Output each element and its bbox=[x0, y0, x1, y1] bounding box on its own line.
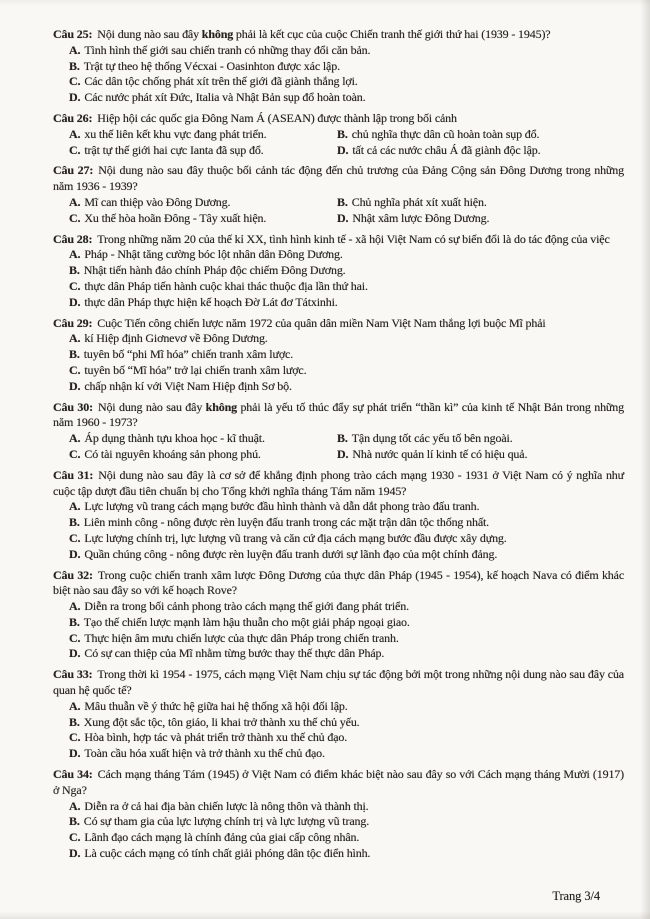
option-letter: A. bbox=[69, 599, 81, 614]
answer-option bbox=[337, 143, 624, 159]
option-text: Diễn ra trong bối cảnh phong trào cách mạng thế giới đang phát triển. bbox=[84, 599, 409, 614]
option-letter: A. bbox=[69, 331, 81, 346]
option-text: Lực lượng chính trị, lực lượng vũ trang và căn cứ địa cách mạng bước đầu được xây dựng. bbox=[84, 530, 507, 545]
options-group bbox=[53, 699, 624, 762]
options-group bbox=[53, 43, 624, 106]
question-block bbox=[53, 111, 624, 158]
answer-option bbox=[53, 263, 624, 279]
question-text bbox=[53, 767, 624, 799]
answer-option bbox=[53, 74, 624, 90]
answer-option bbox=[337, 211, 624, 227]
option-letter: D. bbox=[69, 646, 81, 661]
option-letter: C. bbox=[69, 74, 81, 89]
question-number: Câu 26: bbox=[53, 110, 93, 125]
question-stem-pre: Nội dung nào sau đây là cơ sở để khẳng định phong trào cách mạng 1930 - 1931 ở Việt Nam có ý nghĩa như cuộc tập dượt đầu tiên chuẩn bị cho Tổng khởi nghĩa tháng Tám năm 1945? bbox=[53, 467, 624, 498]
option-letter: B. bbox=[69, 614, 80, 629]
option-text: thực dân Pháp tiến hành cuộc khai thác thuộc địa lần thứ hai. bbox=[84, 278, 368, 293]
options-group bbox=[53, 247, 624, 310]
question-number: Câu 25: bbox=[53, 27, 93, 41]
question-block bbox=[53, 316, 624, 395]
option-text: trật tự thế giới hai cực Ianta đã sụp đổ. bbox=[84, 142, 264, 157]
option-letter: B. bbox=[69, 263, 80, 278]
answer-option bbox=[53, 531, 624, 547]
question-text bbox=[53, 111, 624, 127]
options-group bbox=[53, 499, 624, 562]
question-block bbox=[53, 568, 624, 663]
question-text bbox=[53, 568, 624, 600]
option-letter: C. bbox=[69, 730, 81, 745]
option-text: Có sự tham gia của lực lượng chính trị và lực lượng vũ trang. bbox=[83, 814, 370, 829]
option-text: Tạo thế chiến lược mạnh làm hậu thuẫn cho một giải pháp ngoại giao. bbox=[83, 614, 410, 629]
option-letter: C. bbox=[69, 362, 81, 377]
answer-option bbox=[53, 631, 624, 647]
answer-option bbox=[53, 830, 624, 846]
answer-option bbox=[337, 127, 624, 143]
option-text: tuyên bố “phi Mĩ hóa” chiến tranh xâm lược. bbox=[83, 347, 294, 362]
answer-option bbox=[53, 143, 337, 159]
options-group bbox=[53, 127, 624, 159]
question-number: Câu 27: bbox=[53, 163, 94, 178]
option-text: Tình hình thế giới sau chiến tranh có những thay đổi căn bản. bbox=[84, 42, 371, 57]
option-text: Xu thế hòa hoãn Đông - Tây xuất hiện. bbox=[84, 210, 267, 225]
answer-option bbox=[53, 195, 337, 211]
answer-option bbox=[53, 211, 337, 227]
option-text: Mâu thuẫn về ý thức hệ giữa hai hệ thống xã hội đối lập. bbox=[84, 698, 348, 713]
question-number: Câu 32: bbox=[53, 567, 93, 582]
option-text: xu thế liên kết khu vực đang phát triển. bbox=[84, 126, 267, 141]
answer-option bbox=[53, 247, 624, 263]
option-letter: D. bbox=[69, 746, 81, 761]
option-text: Các dân tộc chống phát xít trên thế giới đã giành thắng lợi. bbox=[84, 74, 358, 89]
question-number: Câu 28: bbox=[53, 231, 93, 246]
question-block bbox=[53, 232, 624, 311]
options-group bbox=[53, 195, 624, 227]
question-stem-pre: Cách mạng tháng Tám (1945) ở Việt Nam có điểm khác biệt nào sau đây so với Cách mạng tháng Mười (1917) ở Nga? bbox=[53, 767, 624, 797]
option-text: thực dân Pháp thực hiện kế hoạch Đờ Lát đơ Tátxinhi. bbox=[84, 294, 338, 309]
option-text: Nhật tiến hành đảo chính Pháp độc chiếm Đông Dương. bbox=[83, 263, 346, 278]
option-letter: B. bbox=[337, 194, 348, 209]
option-text: Có sự can thiệp của Mĩ nhằm từng bước thay thế thực dân Pháp. bbox=[84, 646, 385, 661]
question-stem-post: phải là kết cục của cuộc Chiến tranh thế giới thứ hai (1939 - 1945)? bbox=[233, 27, 551, 41]
question-stem-pre: Nội dung nào sau đây bbox=[97, 399, 206, 414]
option-letter: B. bbox=[69, 347, 80, 362]
option-letter: B. bbox=[69, 714, 80, 729]
option-letter: C. bbox=[69, 830, 81, 845]
question-stem-pre: Cuộc Tiến công chiến lược năm 1972 của quân dân miền Nam Việt Nam thắng lợi buộc Mĩ phải bbox=[97, 315, 546, 330]
option-letter: A. bbox=[69, 431, 81, 446]
option-text: kí Hiệp định Giơnevơ về Đông Dương. bbox=[84, 331, 268, 346]
answer-option bbox=[53, 799, 624, 815]
option-text: Tận dụng tốt các yếu tố bên ngoài. bbox=[351, 431, 513, 446]
option-letter: D. bbox=[69, 378, 81, 393]
answer-option bbox=[53, 515, 624, 531]
question-number: Câu 33: bbox=[53, 667, 93, 682]
answer-option bbox=[53, 715, 624, 731]
option-text: Trật tự theo hệ thống Vécxai - Oasinhton được xác lập. bbox=[83, 58, 340, 73]
answer-option bbox=[53, 59, 624, 75]
option-text: tất cả các nước châu Á đã giành độc lập. bbox=[352, 142, 541, 157]
question-block bbox=[53, 767, 624, 862]
option-text: Xung đột sắc tộc, tôn giáo, li khai trở thành xu thế chủ yếu. bbox=[83, 714, 360, 729]
options-group bbox=[53, 799, 624, 862]
answer-option bbox=[53, 447, 337, 463]
option-text: chấp nhận kí với Việt Nam Hiệp định Sơ bộ. bbox=[84, 378, 292, 393]
options-group bbox=[53, 431, 624, 463]
answer-option bbox=[53, 347, 624, 363]
option-letter: D. bbox=[69, 546, 81, 561]
option-letter: B. bbox=[337, 431, 348, 446]
option-letter: C. bbox=[69, 210, 81, 225]
answer-option bbox=[53, 431, 337, 447]
option-letter: C. bbox=[69, 142, 81, 157]
option-letter: A. bbox=[69, 42, 81, 57]
question-bold-word: không bbox=[201, 27, 234, 41]
option-text: chủ nghĩa thực dân cũ hoàn toàn sụp đổ. bbox=[351, 126, 540, 141]
answer-option bbox=[53, 599, 624, 615]
option-letter: C. bbox=[69, 446, 81, 461]
option-text: Lãnh đạo cách mạng là chính đảng của giai cấp công nhân. bbox=[84, 830, 360, 845]
question-stem-post: phải là yếu tố thúc đẩy sự phát triển “thần kì” của kinh tế Nhật Bản trong những năm 1960 - 1973? bbox=[53, 399, 624, 430]
option-letter: B. bbox=[337, 126, 348, 141]
option-text: Diễn ra ở cả hai địa bàn chiến lược là nông thôn và thành thị. bbox=[84, 798, 369, 813]
option-text: Liên minh công - nông được rèn luyện đấu tranh trong các mặt trận dân tộc thống nhất. bbox=[83, 515, 490, 530]
answer-option bbox=[53, 499, 624, 515]
question-text bbox=[53, 468, 624, 500]
answer-option bbox=[53, 43, 624, 59]
option-text: Có tài nguyên khoáng sản phong phú. bbox=[84, 446, 261, 461]
answer-option bbox=[337, 431, 624, 447]
question-number: Câu 30: bbox=[53, 399, 93, 414]
option-letter: A. bbox=[69, 798, 81, 813]
answer-option bbox=[53, 279, 624, 295]
question-stem-pre: Trong thời kì 1954 - 1975, cách mạng Việt Nam chịu sự tác động bởi một trong những nội dung nào sau đây của quan hệ quốc tế? bbox=[53, 667, 624, 698]
option-text: Các nước phát xít Đức, Italia và Nhật Bản sụp đổ hoàn toàn. bbox=[84, 90, 366, 105]
option-letter: D. bbox=[337, 210, 349, 225]
question-text bbox=[53, 232, 624, 248]
option-text: Mĩ can thiệp vào Đông Dương. bbox=[84, 194, 231, 209]
option-letter: C. bbox=[69, 630, 81, 645]
option-text: Hòa bình, hợp tác và phát triển trở thành xu thế chủ đạo. bbox=[84, 730, 348, 745]
option-letter: A. bbox=[69, 499, 81, 514]
option-text: Thực hiện âm mưu chiến lược của thực dân Pháp trong chiến tranh. bbox=[84, 630, 399, 645]
question-text bbox=[53, 163, 624, 195]
option-letter: B. bbox=[69, 515, 80, 530]
answer-option bbox=[53, 746, 624, 762]
option-text: Là cuộc cách mạng có tính chất giải phóng dân tộc điển hình. bbox=[84, 846, 371, 861]
option-letter: A. bbox=[69, 194, 81, 209]
answer-option bbox=[53, 615, 624, 631]
option-letter: B. bbox=[69, 814, 80, 829]
option-text: Toàn cầu hóa xuất hiện và trở thành xu thế chủ đạo. bbox=[84, 746, 325, 761]
option-letter: D. bbox=[337, 142, 349, 157]
question-number: Câu 31: bbox=[53, 467, 94, 482]
option-letter: D. bbox=[69, 846, 81, 861]
question-block bbox=[53, 667, 624, 762]
answer-option bbox=[53, 699, 624, 715]
answer-option bbox=[53, 331, 624, 347]
option-letter: A. bbox=[69, 698, 81, 713]
option-letter: A. bbox=[69, 247, 81, 262]
question-block bbox=[53, 163, 624, 226]
answer-option bbox=[53, 90, 624, 106]
option-text: Lực lượng vũ trang cách mạng bước đầu hình thành và dẫn dắt phong trào đấu tranh. bbox=[84, 499, 480, 514]
answer-option bbox=[53, 295, 624, 311]
question-text bbox=[53, 27, 624, 43]
page-number: Trang 3/4 bbox=[552, 889, 600, 903]
question-block bbox=[53, 468, 624, 563]
question-text bbox=[53, 316, 624, 332]
option-text: Nhật xâm lược Đông Dương. bbox=[352, 210, 490, 225]
answer-option bbox=[337, 447, 624, 463]
option-text: tuyên bố “Mĩ hóa” trở lại chiến tranh xâm lược. bbox=[84, 362, 307, 377]
answer-option bbox=[53, 363, 624, 379]
option-text: Áp dụng thành tựu khoa học - kĩ thuật. bbox=[84, 431, 265, 446]
option-letter: C. bbox=[69, 278, 81, 293]
answer-option bbox=[53, 547, 624, 563]
question-number: Câu 34: bbox=[53, 767, 93, 782]
option-letter: A. bbox=[69, 126, 81, 141]
question-stem-pre: Nội dung nào sau đây bbox=[97, 27, 202, 41]
question-text bbox=[53, 400, 624, 432]
option-letter: D. bbox=[69, 90, 81, 105]
question-stem-pre: Nội dung nào sau đây thuộc bối cảnh tác động đến chủ trương của Đảng Cộng sản Đông Dương trong những năm 1936 - 1939? bbox=[53, 163, 624, 194]
option-letter: D. bbox=[337, 446, 349, 461]
option-text: Chủ nghĩa phát xít xuất hiện. bbox=[351, 194, 487, 209]
answer-option bbox=[53, 646, 624, 662]
option-text: Pháp - Nhật tăng cường bóc lột nhân dân Đông Dương. bbox=[84, 247, 343, 262]
question-block bbox=[53, 400, 624, 463]
answer-option bbox=[53, 127, 337, 143]
question-text bbox=[53, 667, 624, 699]
question-bold-word: không bbox=[205, 399, 237, 414]
answer-option bbox=[53, 730, 624, 746]
question-stem-pre: Trong cuộc chiến tranh xâm lược Đông Dương của thực dân Pháp (1945 - 1954), kế hoạch Nava có điểm khác biệt nào sau đây so với kế hoạch Rove? bbox=[53, 567, 624, 598]
question-list bbox=[53, 27, 624, 867]
answer-option bbox=[53, 846, 624, 862]
option-letter: C. bbox=[69, 530, 81, 545]
option-letter: D. bbox=[69, 294, 81, 309]
option-text: Quần chúng công - nông được rèn luyện đấu tranh dưới sự lãnh đạo của một chính đảng. bbox=[84, 546, 498, 561]
question-number: Câu 29: bbox=[53, 315, 93, 330]
question-block bbox=[53, 27, 624, 106]
answer-option bbox=[53, 379, 624, 395]
option-letter: B. bbox=[69, 58, 80, 73]
question-stem-pre: Hiệp hội các quốc gia Đông Nam Á (ASEAN) được thành lập trong bối cảnh bbox=[97, 110, 457, 125]
option-text: Nhà nước quản lí kinh tế có hiệu quả. bbox=[352, 446, 528, 461]
question-stem-pre: Trong những năm 20 của thế kỉ XX, tình hình kinh tế - xã hội Việt Nam có sự biến đổi là do tác động của việc bbox=[97, 231, 610, 246]
answer-option bbox=[337, 195, 624, 211]
answer-option bbox=[53, 814, 624, 830]
options-group bbox=[53, 599, 624, 662]
options-group bbox=[53, 331, 624, 394]
